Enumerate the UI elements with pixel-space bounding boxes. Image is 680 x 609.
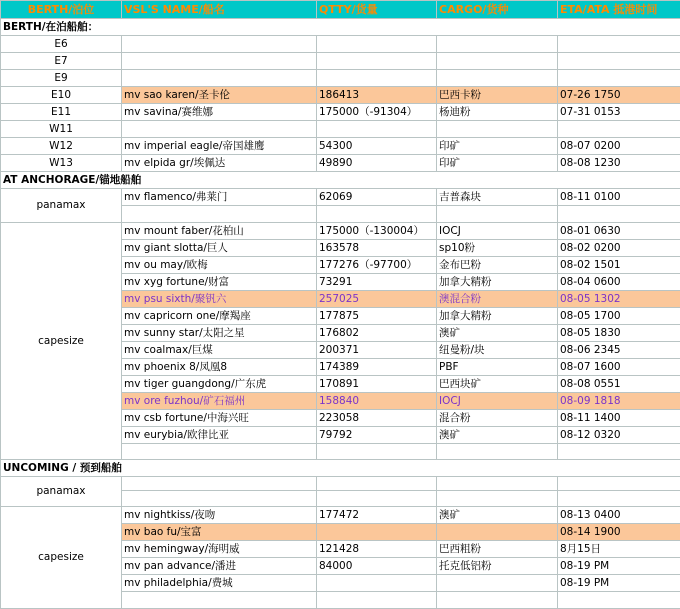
table-row <box>1 121 680 138</box>
qtty-cell: 73291 <box>317 274 437 291</box>
vessel-cell: mv elpida gr/埃佩达 <box>122 155 317 172</box>
vessel-cell: mv mount faber/花柏山 <box>122 223 317 240</box>
qtty-cell <box>317 70 437 87</box>
cargo-cell: IOCJ <box>437 393 558 410</box>
qtty-cell: 62069 <box>317 189 437 206</box>
section-title-anchorage: AT ANCHORAGE/锚地船舶 <box>1 172 680 189</box>
eta-cell <box>558 36 680 53</box>
eta-cell: 08-11 1400 <box>558 410 680 427</box>
section-title-upcoming: UNCOMING / 预到船舶 <box>1 460 680 477</box>
group-label-capesize: capesize <box>1 223 122 460</box>
qtty-cell <box>317 36 437 53</box>
eta-cell <box>558 206 680 223</box>
vessel-cell: mv bao fu/宝富 <box>122 524 317 541</box>
table-row <box>1 507 680 524</box>
table-row <box>1 477 680 491</box>
header-vessel-name: VSL'S NAME/船名 <box>122 1 317 19</box>
cargo-cell: 澳混合粉 <box>437 291 558 308</box>
cargo-cell: 澳矿 <box>437 325 558 342</box>
qtty-cell: 54300 <box>317 138 437 155</box>
vessel-cell: mv flamenco/弗莱门 <box>122 189 317 206</box>
cargo-cell: 混合粉 <box>437 410 558 427</box>
cargo-cell: 金布巴粉 <box>437 257 558 274</box>
vessel-cell: mv csb fortune/中海兴旺 <box>122 410 317 427</box>
section-title-berth: BERTH/在泊船舶： <box>1 19 680 36</box>
qtty-cell: 170891 <box>317 376 437 393</box>
cargo-cell <box>437 36 558 53</box>
qtty-cell: 175000（-91304） <box>317 104 437 121</box>
cargo-cell: 印矿 <box>437 138 558 155</box>
eta-cell: 8月15日 <box>558 541 680 558</box>
qtty-cell <box>317 575 437 592</box>
vessel-cell <box>122 70 317 87</box>
cargo-cell: 巴西块矿 <box>437 376 558 393</box>
group-label-panamax: panamax <box>1 189 122 223</box>
eta-cell <box>558 53 680 70</box>
eta-cell: 08-02 0200 <box>558 240 680 257</box>
cargo-cell: 澳矿 <box>437 507 558 524</box>
header-eta: ETA/ATA 抵港时间 <box>558 1 680 19</box>
vessel-cell: mv psu sixth/聚钒六 <box>122 291 317 308</box>
eta-cell: 08-08 0551 <box>558 376 680 393</box>
cargo-cell: 杨迪粉 <box>437 104 558 121</box>
cargo-cell: 巴西卡粉 <box>437 87 558 104</box>
cargo-cell: 加拿大精粉 <box>437 274 558 291</box>
berth-cell: E9 <box>1 70 122 87</box>
qtty-cell <box>317 592 437 609</box>
cargo-cell: 加拿大精粉 <box>437 308 558 325</box>
berth-cell: E11 <box>1 104 122 121</box>
cargo-cell <box>437 444 558 460</box>
vessel-cell: mv hemingway/海明威 <box>122 541 317 558</box>
qtty-cell <box>317 53 437 70</box>
eta-cell <box>558 70 680 87</box>
qtty-cell: 79792 <box>317 427 437 444</box>
eta-cell <box>558 491 680 507</box>
berth-cell: E6 <box>1 36 122 53</box>
cargo-cell <box>437 206 558 223</box>
vessel-cell: mv philadelphia/费城 <box>122 575 317 592</box>
cargo-cell: 澳矿 <box>437 427 558 444</box>
header-quantity: QTTY/货量 <box>317 1 437 19</box>
header-row <box>1 1 680 19</box>
qtty-cell: 200371 <box>317 342 437 359</box>
cargo-cell: 托克低铝粉 <box>437 558 558 575</box>
qtty-cell: 175000（-130004） <box>317 223 437 240</box>
cargo-cell <box>437 477 558 491</box>
eta-cell: 08-07 0200 <box>558 138 680 155</box>
qtty-cell <box>317 121 437 138</box>
table-row <box>1 223 680 240</box>
vessel-cell: mv sunny star/太阳之星 <box>122 325 317 342</box>
vessel-cell: mv capricorn one/摩羯座 <box>122 308 317 325</box>
vessel-cell: mv pan advance/潘进 <box>122 558 317 575</box>
eta-cell: 08-02 1501 <box>558 257 680 274</box>
eta-cell: 08-04 0600 <box>558 274 680 291</box>
qtty-cell: 163578 <box>317 240 437 257</box>
qtty-cell: 121428 <box>317 541 437 558</box>
qtty-cell: 186413 <box>317 87 437 104</box>
vessel-cell <box>122 121 317 138</box>
qtty-cell <box>317 491 437 507</box>
cargo-cell <box>437 592 558 609</box>
eta-cell: 08-12 0320 <box>558 427 680 444</box>
cargo-cell: 吉普森块 <box>437 189 558 206</box>
vessel-cell: mv tiger guangdong/广东虎 <box>122 376 317 393</box>
vessel-cell: mv imperial eagle/帝国雄鹰 <box>122 138 317 155</box>
qtty-cell: 177472 <box>317 507 437 524</box>
vessel-cell: mv phoenix 8/凤凰8 <box>122 359 317 376</box>
qtty-cell: 223058 <box>317 410 437 427</box>
eta-cell <box>558 444 680 460</box>
berth-cell: E10 <box>1 87 122 104</box>
section-row-anchorage <box>1 172 680 189</box>
eta-cell <box>558 592 680 609</box>
table-row <box>1 138 680 155</box>
section-row-berth <box>1 19 680 36</box>
berth-cell: W13 <box>1 155 122 172</box>
cargo-cell <box>437 70 558 87</box>
qtty-cell: 49890 <box>317 155 437 172</box>
qtty-cell: 176802 <box>317 325 437 342</box>
cargo-cell: PBF <box>437 359 558 376</box>
eta-cell: 08-09 1818 <box>558 393 680 410</box>
eta-cell: 08-06 2345 <box>558 342 680 359</box>
eta-cell: 08-19 PM <box>558 558 680 575</box>
berth-cell: W12 <box>1 138 122 155</box>
cargo-cell <box>437 53 558 70</box>
qtty-cell <box>317 444 437 460</box>
cargo-cell <box>437 524 558 541</box>
eta-cell: 08-01 0630 <box>558 223 680 240</box>
vessel-cell: mv giant slotta/巨人 <box>122 240 317 257</box>
eta-cell: 08-08 1230 <box>558 155 680 172</box>
qtty-cell <box>317 206 437 223</box>
eta-cell: 08-05 1700 <box>558 308 680 325</box>
cargo-cell <box>437 575 558 592</box>
group-label-panamax: panamax <box>1 477 122 507</box>
cargo-cell: sp10粉 <box>437 240 558 257</box>
vessel-cell: mv savina/赛维娜 <box>122 104 317 121</box>
table-row <box>1 53 680 70</box>
section-row-upcoming <box>1 460 680 477</box>
table-row <box>1 36 680 53</box>
cargo-cell: 纽曼粉/块 <box>437 342 558 359</box>
vessel-cell <box>122 444 317 460</box>
qtty-cell: 177875 <box>317 308 437 325</box>
eta-cell: 08-07 1600 <box>558 359 680 376</box>
qtty-cell <box>317 524 437 541</box>
vessel-cell <box>122 491 317 507</box>
vessel-cell <box>122 592 317 609</box>
vessel-cell: mv coalmax/巨煤 <box>122 342 317 359</box>
eta-cell: 07-26 1750 <box>558 87 680 104</box>
eta-cell: 08-19 PM <box>558 575 680 592</box>
table-row <box>1 155 680 172</box>
qtty-cell: 257025 <box>317 291 437 308</box>
qtty-cell <box>317 477 437 491</box>
vessel-cell: mv ou may/欧梅 <box>122 257 317 274</box>
vessel-cell: mv nightkiss/夜吻 <box>122 507 317 524</box>
eta-cell: 07-31 0153 <box>558 104 680 121</box>
header-berth: BERTH/泊位 <box>1 1 122 19</box>
berth-cell: W11 <box>1 121 122 138</box>
qtty-cell: 84000 <box>317 558 437 575</box>
eta-cell: 08-13 0400 <box>558 507 680 524</box>
eta-cell: 08-14 1900 <box>558 524 680 541</box>
eta-cell: 08-05 1830 <box>558 325 680 342</box>
vessel-cell <box>122 477 317 491</box>
berth-cell: E7 <box>1 53 122 70</box>
vessel-cell: mv eurybia/欧律比亚 <box>122 427 317 444</box>
cargo-cell <box>437 491 558 507</box>
vessel-cell <box>122 53 317 70</box>
qtty-cell: 158840 <box>317 393 437 410</box>
qtty-cell: 177276（-97700） <box>317 257 437 274</box>
cargo-cell: IOCJ <box>437 223 558 240</box>
vessel-cell <box>122 206 317 223</box>
table-row <box>1 104 680 121</box>
eta-cell <box>558 121 680 138</box>
table-row <box>1 87 680 104</box>
header-cargo: CARGO/货种 <box>437 1 558 19</box>
cargo-cell: 巴西粗粉 <box>437 541 558 558</box>
vessel-cell <box>122 36 317 53</box>
vessel-cell: mv ore fuzhou/矿石福州 <box>122 393 317 410</box>
cargo-cell <box>437 121 558 138</box>
vessel-cell: mv xyg fortune/财富 <box>122 274 317 291</box>
eta-cell: 08-11 0100 <box>558 189 680 206</box>
cargo-cell: 印矿 <box>437 155 558 172</box>
table-row <box>1 189 680 206</box>
qtty-cell: 174389 <box>317 359 437 376</box>
eta-cell <box>558 477 680 491</box>
eta-cell: 08-05 1302 <box>558 291 680 308</box>
table-row <box>1 70 680 87</box>
group-label-capesize: capesize <box>1 507 122 609</box>
vessel-cell: mv sao karen/圣卡伦 <box>122 87 317 104</box>
